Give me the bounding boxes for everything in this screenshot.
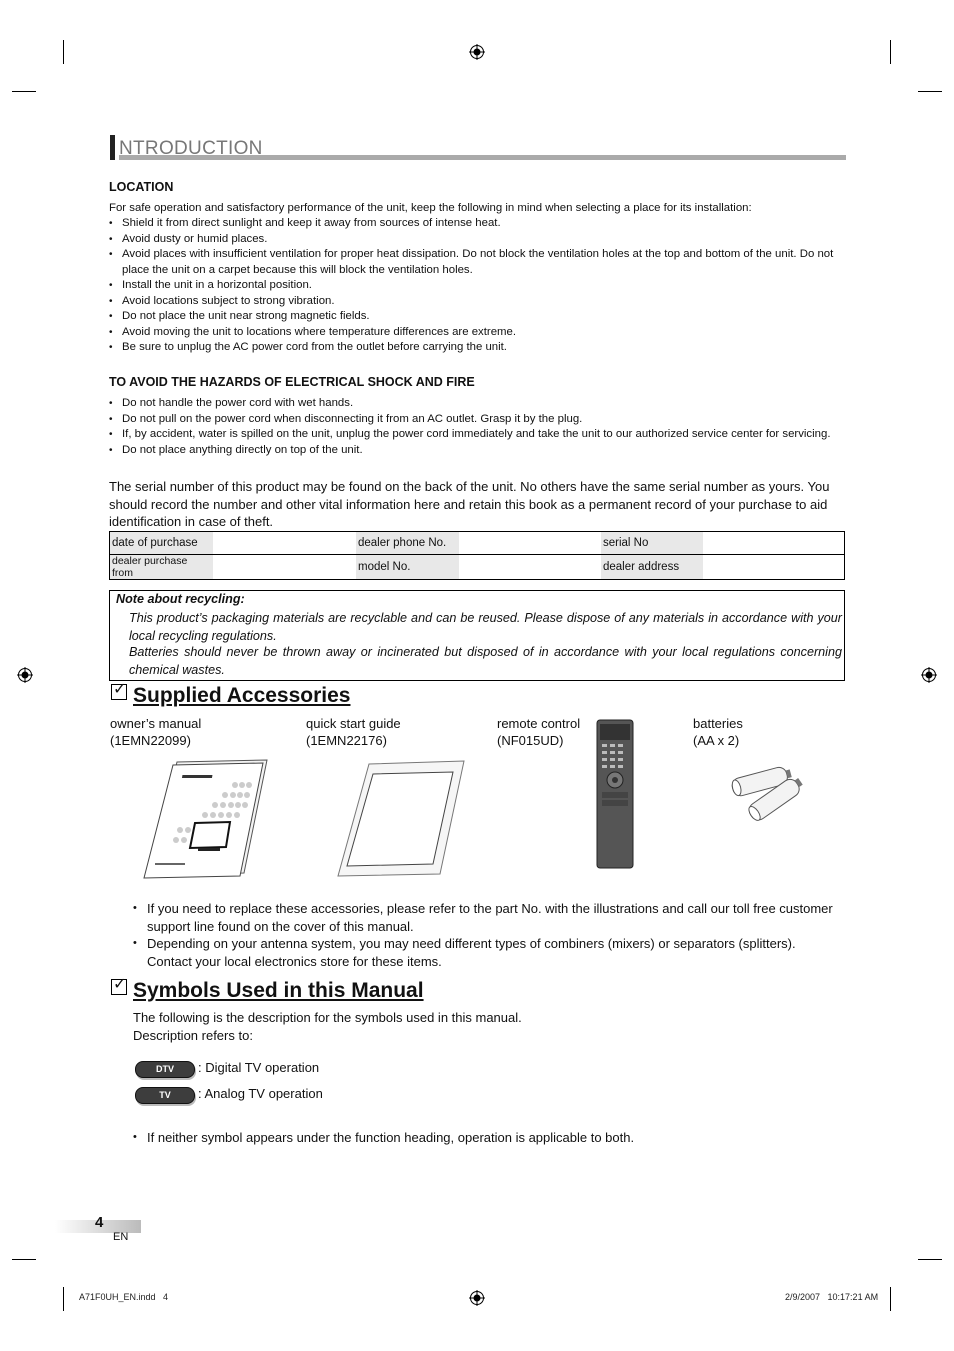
remote-control-illustration-icon: [592, 718, 638, 870]
crop-mark: [890, 40, 891, 64]
file-name: A71F0UH_EN.indd 4: [79, 1292, 169, 1302]
symbols-heading-text: Symbols Used in this Manual: [133, 979, 424, 1002]
symbols-description: The following is the description for the symbols used in this manual.: [133, 1010, 522, 1025]
table-cell-label: model No.: [356, 555, 459, 580]
accessory-name: owner’s manual: [110, 716, 202, 731]
table-cell-label: dealer purchase from: [110, 555, 214, 580]
accessory-item: [110, 715, 201, 749]
accessories-heading-text: Supplied Accessories: [133, 684, 351, 707]
accessory-name: quick start guide: [306, 716, 401, 731]
print-date: 2/9/2007 10:17:21 AM: [785, 1292, 879, 1302]
table-row: [110, 555, 845, 580]
crop-mark: [63, 40, 64, 64]
table-cell-blank[interactable]: [213, 532, 356, 555]
symbols-notes: [133, 1129, 833, 1147]
list-item: • Install the unit in a horizontal position.: [109, 278, 839, 294]
table-cell-blank[interactable]: [213, 555, 356, 580]
list-item: • Be sure to unplug the AC power cord from the outlet before carrying the unit.: [109, 340, 839, 356]
list-item: • Avoid places with insufficient ventilation for proper heat dissipation. Do not block the ventilation holes at the top and bottom of the unit. Do not place the unit on a carpet because this will block the ventilation holes.: [109, 247, 839, 278]
title-initial-bar: [110, 135, 115, 160]
table-cell-blank[interactable]: [459, 555, 601, 580]
recycling-paragraph: Batteries should never be thrown away or incinerated but disposed of in accordance with your local regulations concerning chemical wastes.: [129, 645, 842, 677]
accessories-heading: [111, 684, 350, 708]
dtv-badge: DTV: [135, 1061, 195, 1078]
serial-number-text: The serial number of this product may be found on the back of the unit. No others have the same serial number as yours. You should record the number and other vital information here and retain this book as a permanent record of your purchase to aid identification in case of theft.: [109, 479, 830, 529]
accessory-item: [497, 715, 580, 749]
symbols-heading: [111, 979, 424, 1003]
accessory-item: [306, 715, 401, 749]
table-cell-label: date of purchase: [110, 532, 214, 555]
list-item: • Avoid locations subject to strong vibration.: [109, 294, 839, 310]
crop-mark: [63, 1287, 64, 1311]
accessory-name: batteries: [693, 716, 743, 731]
crop-mark: [918, 1259, 942, 1260]
registration-mark-icon: [17, 667, 33, 683]
list-item: • If neither symbol appears under the function heading, operation is applicable to both.: [133, 1129, 833, 1147]
owners-manual-illustration-icon: [140, 755, 275, 880]
tv-badge: TV: [135, 1087, 195, 1104]
accessories-notes: [133, 900, 833, 970]
table-cell-blank[interactable]: [459, 532, 601, 555]
accessory-part: (AA x 2): [693, 733, 740, 748]
registration-mark-icon: [921, 667, 937, 683]
section-title: [110, 133, 846, 161]
registration-mark-icon: [469, 1290, 485, 1306]
hazards-list: [109, 396, 839, 458]
recycling-note: [109, 590, 845, 681]
dtv-description: : Digital TV operation: [198, 1060, 320, 1075]
crop-mark: [918, 91, 942, 92]
table-row: [110, 532, 845, 555]
tv-description: : Analog TV operation: [198, 1086, 323, 1101]
crop-mark: [12, 1259, 36, 1260]
symbols-description: Description refers to:: [133, 1028, 253, 1043]
list-item: • Do not pull on the power cord when disconnecting it from an AC outlet. Grasp it by the plug.: [109, 412, 839, 428]
crop-mark: [890, 1287, 891, 1311]
table-cell-blank[interactable]: [703, 532, 845, 555]
table-cell-label: serial No: [601, 532, 703, 555]
batteries-illustration-icon: [722, 760, 817, 825]
accessory-part: (1EMN22176): [306, 733, 387, 748]
table-cell-label: dealer phone No.: [356, 532, 459, 555]
list-item: • Avoid moving the unit to locations where temperature differences are extreme.: [109, 325, 839, 341]
accessory-name: remote control: [497, 716, 581, 731]
table-cell-label: dealer address: [601, 555, 703, 580]
crop-mark: [12, 91, 36, 92]
list-item: • Avoid dusty or humid places.: [109, 232, 839, 248]
recycling-paragraph: This product’s packaging materials are recyclable and can be reused. Please dispose of any materials in accordance with your local recycling regulations.: [129, 611, 842, 643]
purchase-record-table: [109, 531, 845, 580]
list-item: • Depending on your antenna system, you may need different types of combiners (mixers) or separators (splitters). Contact your local electronics store for these items.: [133, 935, 833, 970]
page-number: 4: [95, 1214, 104, 1231]
accessory-part: (1EMN22099): [110, 733, 191, 748]
checkbox-icon: [111, 684, 127, 700]
quick-start-guide-illustration-icon: [335, 758, 470, 880]
location-heading: LOCATION: [109, 180, 174, 194]
list-item: • Shield it from direct sunlight and keep it away from sources of intense heat.: [109, 216, 839, 232]
checkbox-icon: [111, 979, 127, 995]
list-item: • Do not place anything directly on top of the unit.: [109, 443, 839, 459]
accessory-part: (NF015UD): [497, 733, 564, 748]
hazards-heading: TO AVOID THE HAZARDS OF ELECTRICAL SHOCK AND FIRE: [109, 375, 475, 389]
recycling-heading: Note about recycling:: [116, 592, 245, 606]
location-intro: For safe operation and satisfactory performance of the unit, keep the following in mind when selecting a place for its installation:: [109, 202, 752, 214]
list-item: • If you need to replace these accessories, please refer to the part No. with the illustrations and call our toll free customer support line found on the cover of this manual.: [133, 900, 833, 935]
list-item: • Do not handle the power cord with wet hands.: [109, 396, 839, 412]
title-text: NTRODUCTION: [119, 138, 263, 159]
table-cell-blank[interactable]: [703, 555, 845, 580]
registration-mark-icon: [469, 44, 485, 60]
language-code: EN: [113, 1231, 129, 1243]
list-item: • If, by accident, water is spilled on the unit, unplug the power cord immediately and take the unit to our authorized service center for servicing.: [109, 427, 839, 443]
list-item: • Do not place the unit near strong magnetic fields.: [109, 309, 839, 325]
location-list: [109, 216, 839, 356]
accessory-item: [693, 715, 743, 749]
